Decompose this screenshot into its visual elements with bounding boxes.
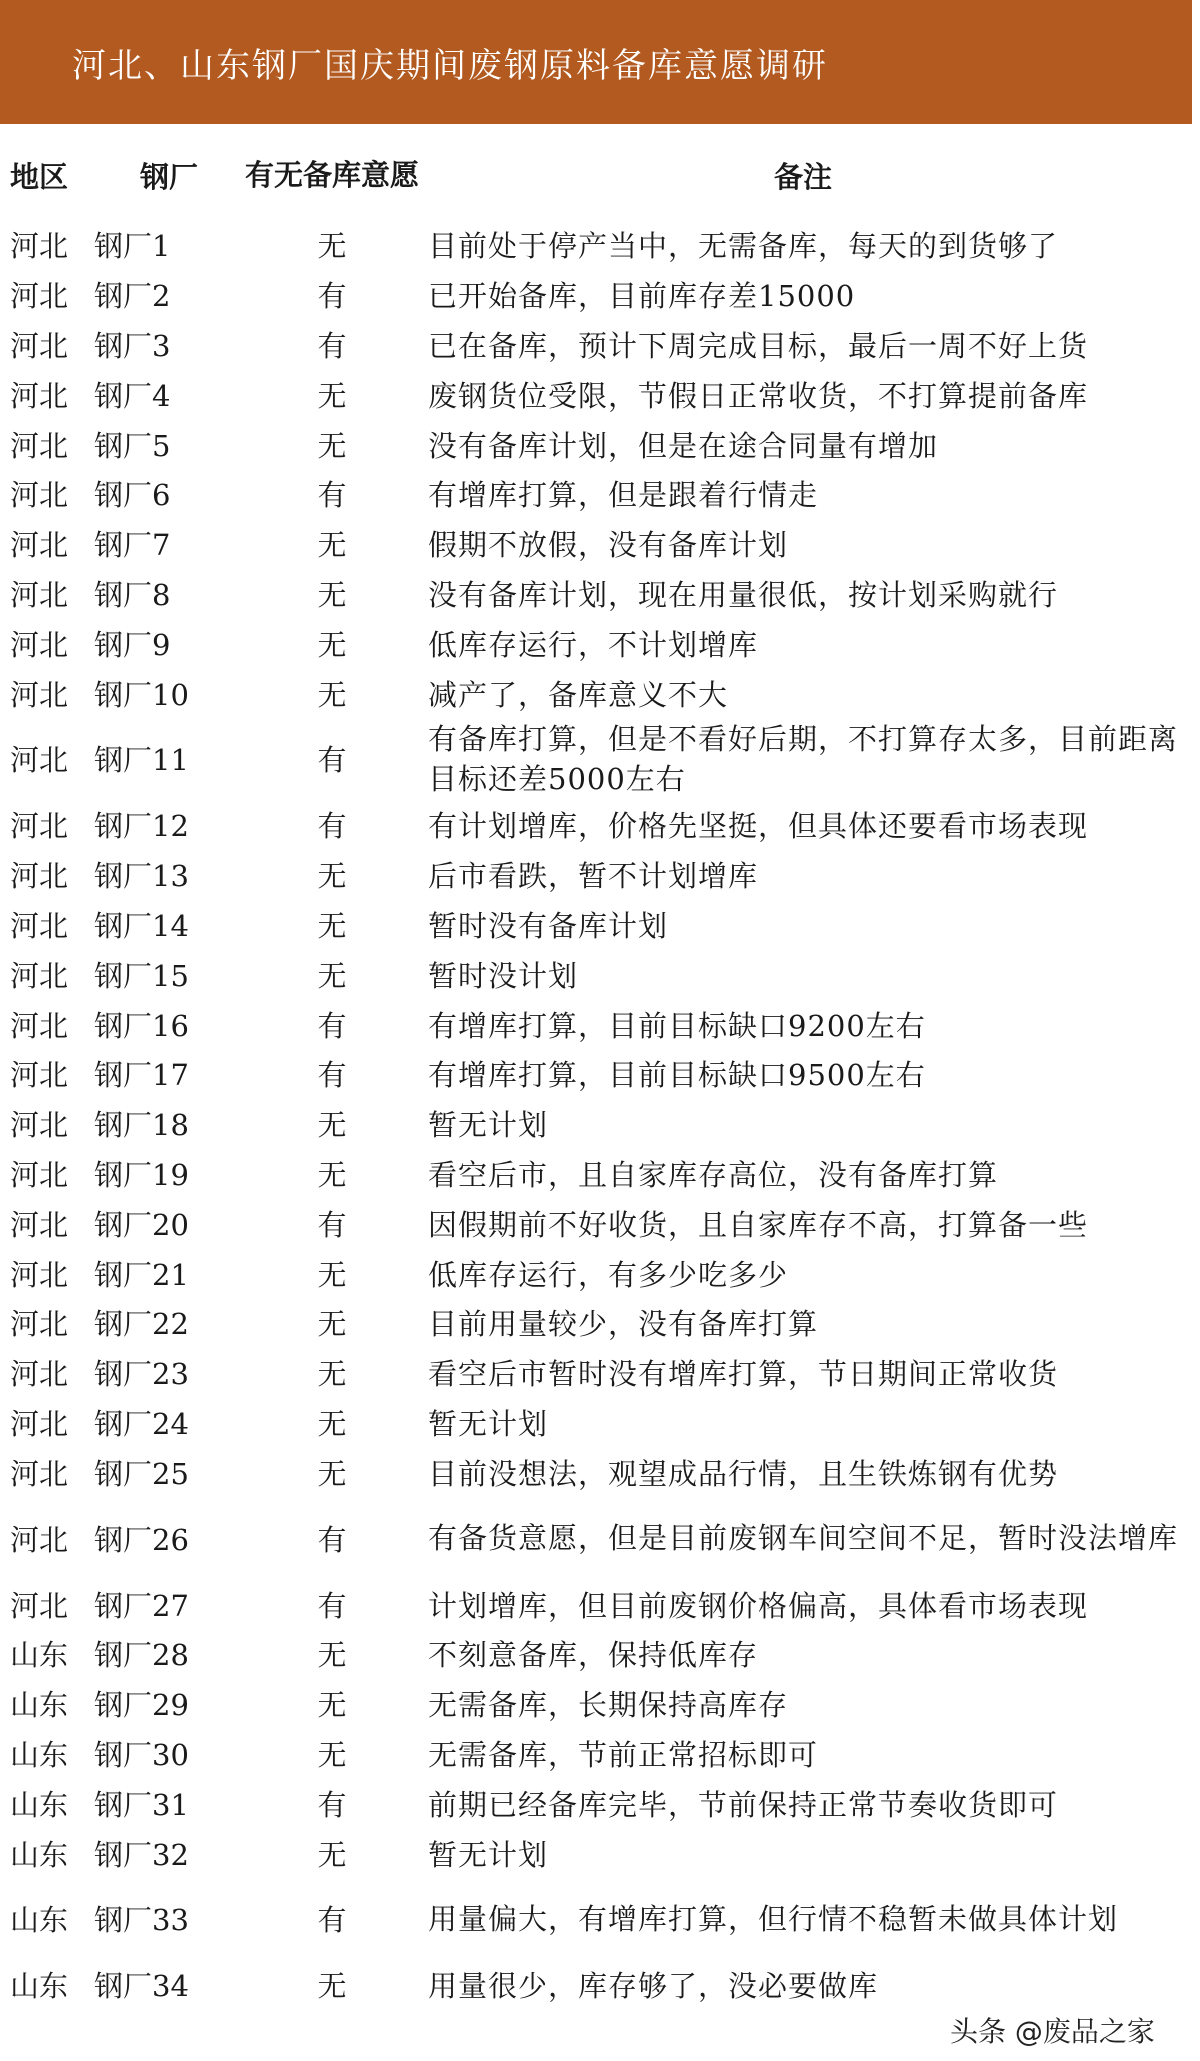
note-cell: 暂无计划	[428, 1837, 549, 1872]
table-row	[6, 850, 1186, 900]
willingness-cell: 无	[317, 1157, 347, 1192]
table-row	[6, 1497, 1186, 1579]
note-cell: 暂无计划	[428, 1108, 549, 1143]
region-cell: 河北	[10, 1008, 69, 1043]
willingness-cell: 无	[317, 1307, 347, 1342]
watermark: 头条 @废品之家	[950, 2015, 1155, 2048]
note-cell: 有备货意愿，但是目前废钢车间空间不足，暂时没法增库	[428, 1521, 1179, 1556]
column-header-region: 地区	[10, 159, 69, 194]
table-row	[6, 419, 1186, 469]
mill-cell: 钢厂30	[94, 1737, 189, 1772]
table-row	[6, 1878, 1186, 1960]
region-cell: 山东	[10, 1837, 69, 1872]
region-cell: 河北	[10, 958, 69, 993]
region-cell: 河北	[10, 229, 69, 264]
region-cell: 河北	[10, 1357, 69, 1392]
table-row	[6, 569, 1186, 619]
willingness-cell: 有	[317, 1903, 347, 1938]
region-cell: 河北	[10, 1307, 69, 1342]
region-cell: 河北	[10, 478, 69, 513]
region-cell: 河北	[10, 1157, 69, 1192]
table-row	[6, 1579, 1186, 1629]
note-cell: 前期已经备库完毕，节前保持正常节奏收货即可	[428, 1787, 1059, 1822]
table-row	[6, 999, 1186, 1049]
note-cell: 有备库打算，但是不看好后期，不打算存太多，目前距离目标还差5000左右	[428, 721, 1179, 796]
region-cell: 山东	[10, 1737, 69, 1772]
willingness-cell: 无	[317, 958, 347, 993]
mill-cell: 钢厂26	[94, 1522, 189, 1557]
mill-cell: 钢厂5	[94, 428, 171, 463]
table-header-row	[6, 130, 1186, 220]
table-row	[6, 800, 1186, 850]
willingness-cell: 无	[317, 229, 347, 264]
region-cell: 河北	[10, 528, 69, 563]
region-cell: 河北	[10, 1108, 69, 1143]
region-cell: 河北	[10, 627, 69, 662]
willingness-cell: 有	[317, 1058, 347, 1093]
note-cell: 计划增库，但目前废钢价格偏高，具体看市场表现	[428, 1588, 1089, 1623]
mill-cell: 钢厂1	[94, 229, 171, 264]
willingness-cell: 无	[317, 1257, 347, 1292]
note-cell: 无需备库，节前正常招标即可	[428, 1737, 819, 1772]
note-cell: 废钢货位受限，节假日正常收货，不打算提前备库	[428, 378, 1089, 413]
willingness-cell: 有	[317, 1588, 347, 1623]
willingness-cell: 有	[317, 328, 347, 363]
mill-cell: 钢厂2	[94, 279, 171, 314]
note-cell: 用量很少，库存够了，没必要做库	[428, 1969, 879, 2004]
region-cell: 河北	[10, 677, 69, 712]
willingness-cell: 无	[317, 908, 347, 943]
willingness-cell: 有	[317, 1522, 347, 1557]
mill-cell: 钢厂6	[94, 478, 171, 513]
willingness-cell: 有	[317, 478, 347, 513]
mill-cell: 钢厂32	[94, 1837, 189, 1872]
region-cell: 山东	[10, 1787, 69, 1822]
region-cell: 河北	[10, 1207, 69, 1242]
table-row	[6, 469, 1186, 519]
note-cell: 已在备库，预计下周完成目标，最后一周不好上货	[428, 328, 1089, 363]
mill-cell: 钢厂23	[94, 1357, 189, 1392]
willingness-cell: 无	[317, 577, 347, 612]
willingness-cell: 无	[317, 1108, 347, 1143]
mill-cell: 钢厂14	[94, 908, 189, 943]
table-body	[6, 220, 1186, 2010]
mill-cell: 钢厂24	[94, 1406, 189, 1441]
title-banner	[0, 0, 1192, 124]
table-row	[6, 1298, 1186, 1348]
mill-cell: 钢厂16	[94, 1008, 189, 1043]
note-cell: 没有备库计划，现在用量很低，按计划采购就行	[428, 577, 1059, 612]
mill-cell: 钢厂25	[94, 1456, 189, 1491]
table-row	[6, 1828, 1186, 1878]
column-header-mill: 钢厂	[139, 159, 198, 194]
table-row	[6, 1049, 1186, 1099]
note-cell: 有增库打算，但是跟着行情走	[428, 478, 819, 513]
note-cell: 低库存运行，不计划增库	[428, 627, 759, 662]
table-row	[6, 1348, 1186, 1398]
willingness-cell: 无	[317, 378, 347, 413]
note-cell: 有计划增库，价格先坚挺，但具体还要看市场表现	[428, 809, 1089, 844]
note-cell: 目前用量较少，没有备库打算	[428, 1307, 819, 1342]
willingness-cell: 无	[317, 1357, 347, 1392]
table-row	[6, 519, 1186, 569]
table-row	[6, 1398, 1186, 1448]
table-row	[6, 1960, 1186, 2010]
note-cell: 因假期前不好收货，且自家库存不高，打算备一些	[428, 1207, 1089, 1242]
willingness-cell: 无	[317, 1969, 347, 2004]
table-row	[6, 618, 1186, 668]
mill-cell: 钢厂33	[94, 1903, 189, 1938]
note-cell: 已开始备库，目前库存差15000	[428, 279, 856, 314]
note-cell: 暂时没计划	[428, 958, 579, 993]
willingness-cell: 无	[317, 627, 347, 662]
note-cell: 有增库打算，目前目标缺口9200左右	[428, 1008, 926, 1043]
mill-cell: 钢厂7	[94, 528, 171, 563]
mill-cell: 钢厂8	[94, 577, 171, 612]
note-cell: 目前处于停产当中，无需备库，每天的到货够了	[428, 229, 1059, 264]
table-row	[6, 1149, 1186, 1199]
mill-cell: 钢厂4	[94, 378, 171, 413]
mill-cell: 钢厂12	[94, 809, 189, 844]
mill-cell: 钢厂9	[94, 627, 171, 662]
table-row	[6, 900, 1186, 950]
column-header-willingness: 有无备库意愿	[244, 158, 419, 192]
note-cell: 看空后市暂时没有增库打算，节日期间正常收货	[428, 1357, 1059, 1392]
willingness-cell: 有	[317, 809, 347, 844]
mill-cell: 钢厂15	[94, 958, 189, 993]
table-row	[6, 1778, 1186, 1828]
note-cell: 用量偏大，有增库打算，但行情不稳暂未做具体计划	[428, 1901, 1119, 1936]
note-cell: 暂时没有备库计划	[428, 908, 669, 943]
note-cell: 假期不放假，没有备库计划	[428, 528, 789, 563]
mill-cell: 钢厂31	[94, 1787, 189, 1822]
mill-cell: 钢厂13	[94, 859, 189, 894]
mill-cell: 钢厂10	[94, 677, 189, 712]
region-cell: 河北	[10, 908, 69, 943]
table-row	[6, 320, 1186, 370]
willingness-cell: 无	[317, 1688, 347, 1723]
willingness-cell: 无	[317, 428, 347, 463]
table-row	[6, 718, 1186, 800]
table-row	[6, 1099, 1186, 1149]
willingness-cell: 无	[317, 1737, 347, 1772]
note-cell: 有增库打算，目前目标缺口9500左右	[428, 1058, 926, 1093]
mill-cell: 钢厂34	[94, 1969, 189, 2004]
region-cell: 河北	[10, 428, 69, 463]
willingness-cell: 有	[317, 1787, 347, 1822]
mill-cell: 钢厂18	[94, 1108, 189, 1143]
note-cell: 暂无计划	[428, 1406, 549, 1441]
willingness-cell: 有	[317, 1207, 347, 1242]
willingness-cell: 有	[317, 1008, 347, 1043]
note-cell: 低库存运行，有多少吃多少	[428, 1257, 789, 1292]
region-cell: 河北	[10, 1257, 69, 1292]
table-row	[6, 949, 1186, 999]
region-cell: 山东	[10, 1688, 69, 1723]
region-cell: 河北	[10, 1456, 69, 1491]
region-cell: 河北	[10, 328, 69, 363]
mill-cell: 钢厂22	[94, 1307, 189, 1342]
region-cell: 山东	[10, 1969, 69, 2004]
table-row	[6, 1447, 1186, 1497]
table-row	[6, 1679, 1186, 1729]
willingness-cell: 无	[317, 528, 347, 563]
table-row	[6, 1629, 1186, 1679]
region-cell: 河北	[10, 1406, 69, 1441]
page-title: 河北、山东钢厂国庆期间废钢原料备库意愿调研	[72, 46, 828, 86]
mill-cell: 钢厂19	[94, 1157, 189, 1192]
note-cell: 看空后市，且自家库存高位，没有备库打算	[428, 1157, 999, 1192]
region-cell: 河北	[10, 378, 69, 413]
mill-cell: 钢厂29	[94, 1688, 189, 1723]
mill-cell: 钢厂17	[94, 1058, 189, 1093]
willingness-cell: 无	[317, 859, 347, 894]
willingness-cell: 无	[317, 1837, 347, 1872]
willingness-cell: 无	[317, 1406, 347, 1441]
willingness-cell: 有	[317, 279, 347, 314]
table-row	[6, 270, 1186, 320]
willingness-cell: 有	[317, 743, 347, 778]
mill-cell: 钢厂27	[94, 1588, 189, 1623]
mill-cell: 钢厂11	[94, 743, 189, 778]
region-cell: 河北	[10, 809, 69, 844]
region-cell: 河北	[10, 577, 69, 612]
region-cell: 河北	[10, 1058, 69, 1093]
note-cell: 目前没想法，观望成品行情，且生铁炼钢有优势	[428, 1456, 1059, 1491]
mill-cell: 钢厂21	[94, 1257, 189, 1292]
mill-cell: 钢厂28	[94, 1638, 189, 1673]
table-row	[6, 1198, 1186, 1248]
willingness-cell: 无	[317, 677, 347, 712]
table-row	[6, 220, 1186, 270]
note-cell: 不刻意备库，保持低库存	[428, 1638, 759, 1673]
region-cell: 山东	[10, 1903, 69, 1938]
region-cell: 河北	[10, 1522, 69, 1557]
note-cell: 后市看跌，暂不计划增库	[428, 859, 759, 894]
region-cell: 河北	[10, 743, 69, 778]
note-cell: 减产了，备库意义不大	[428, 677, 729, 712]
table-row	[6, 1248, 1186, 1298]
note-cell: 无需备库，长期保持高库存	[428, 1688, 789, 1723]
mill-cell: 钢厂20	[94, 1207, 189, 1242]
table-row	[6, 668, 1186, 718]
region-cell: 山东	[10, 1638, 69, 1673]
table-row	[6, 1729, 1186, 1779]
survey-table	[6, 130, 1186, 2010]
willingness-cell: 无	[317, 1456, 347, 1491]
region-cell: 河北	[10, 279, 69, 314]
region-cell: 河北	[10, 1588, 69, 1623]
willingness-cell: 无	[317, 1638, 347, 1673]
note-cell: 没有备库计划，但是在途合同量有增加	[428, 428, 939, 463]
mill-cell: 钢厂3	[94, 328, 171, 363]
column-header-note: 备注	[773, 159, 832, 194]
region-cell: 河北	[10, 859, 69, 894]
table-row	[6, 369, 1186, 419]
